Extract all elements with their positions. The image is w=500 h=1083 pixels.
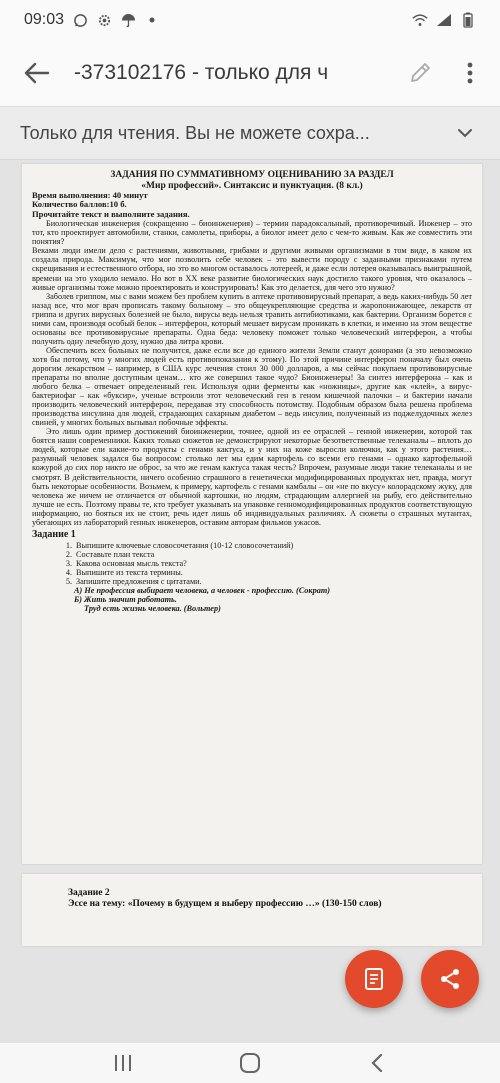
paragraph: Это лишь один пример достижений биоинженерии, точнее, одной из ее отраслей – генной инженерии, которой так боятся наши современники. Каких только сюжетов не демонстрируют некоторые безответственные телеканалы – вплоть до людей, которые ели какие-то продукты с генами кактуса, и у них на коже выросли колючки, как у этого растения… разумный человек задался бы вопросом: столько лет мы едим картофель со всеми его генами – однако картофельной кожурой до сих пор никто не оброс, за что же генам кактуса такая честь? Впрочем, разумные люди такие телеканалы и не смотрят. В действительности, ничего особенно страшного в генетически модифицированных продуктах нет, правда, могут быть некоторые особенности. Возьмем, к примеру, картофель с генами камбалы – он «не по вкусу» колорадскому жуку, для человека же ничем не отличается от обычной картошки, но людям, страдающим аллергией на рыбу, его действительно лучше не есть. Поэтому правы те, кто требует указывать на упаковке генномодифицированных продуктов соответствующую информацию, но бояться их не стоит, речь идет лишь об индивидуальных различиях. А сюжеты о страшных мутантах, убегающих из лабораторий генных инженеров, оставим авторам фильмов ужасов.	[32, 427, 472, 527]
task-number: 3.	[65, 558, 72, 568]
paragraph: Биологическая инженерия (сокращенно – биоинженерия) – термин парадоксальный, противоречивый. Инженер – это тот, кто проектирует автомобили, станки, самолеты, приборы, а биолог имеет дело с чем-то живым. Как же совместить эти понятия?	[32, 219, 472, 247]
task-text: Какова основная мысль текста?	[76, 558, 187, 568]
document-viewer[interactable]	[0, 160, 500, 1043]
document-title: -373102176 - только для ч	[74, 61, 329, 84]
paragraph: Обеспечить всех больных не получится, даже если все до единого жители Земли станут донорами (а это невозможно хотя бы потому, что у многих людей есть противопоказания к этому). По этой причине интерферон поначалу был очень дорогим лекарством – например, в США курс лечения стоил 30 000 долларов, а мы сейчас покупаем противовирусные препараты по вполне доступным ценам… кто же совершил такое чудо? Биоинженеры! За синтез интерферона – как и любого белка – отвечает определенный ген. Используя одни ферменты как «ножницы», другие как «клей», а вирус-бактериофаг – как «буксир», ученые встроили этот человеческий ген в геном кишечной палочки – и бактерии начали производить человеческий интерферон, передавая эту способность потомству. Подобным образом была решена проблема производства инсулина для людей, страдающих сахарным диабетом – ведь инсулин, полученный из поджелудочных желез свиней, у многих больных вызывал побочные эффекты.	[32, 345, 472, 428]
doc-points: Количество баллов:10 б.	[32, 199, 127, 210]
share-button[interactable]	[421, 950, 479, 1008]
document-page-1	[22, 164, 482, 864]
task-item	[60, 577, 472, 586]
task-number: 4.	[65, 567, 72, 577]
umbrella-icon	[120, 12, 136, 28]
dot-icon	[144, 12, 160, 28]
document-page-2	[22, 874, 482, 946]
task1-heading: Задание 1	[32, 528, 76, 540]
gear-icon	[96, 12, 112, 28]
app-bar	[0, 40, 500, 106]
quote: Труд есть жизнь человека. (Вольтер)	[84, 604, 221, 614]
edit-pencil-icon	[408, 61, 432, 85]
task2-text: Эссе на тему: «Почему в будущем я выберу профессию …» (130-150 слов)	[68, 899, 382, 909]
nav-back-button[interactable]	[357, 1048, 397, 1078]
task-number: 2.	[65, 549, 72, 559]
system-nav-bar	[0, 1043, 500, 1083]
status-bar	[0, 0, 500, 40]
quote: Б) Жить значит работать.	[74, 595, 177, 605]
whatsapp-icon	[72, 12, 88, 28]
chevron-down-icon	[457, 128, 473, 138]
task2-heading: Задание 2	[68, 888, 110, 898]
home-icon	[239, 1052, 261, 1074]
recent-apps-icon	[113, 1054, 133, 1072]
more-vert-icon	[467, 61, 473, 85]
wifi-icon	[412, 12, 428, 28]
back-icon	[370, 1053, 384, 1073]
banner-expand-button[interactable]	[450, 118, 480, 148]
task-item	[60, 568, 472, 577]
read-only-banner	[0, 106, 500, 160]
task-text: Составьте план текста	[76, 549, 155, 559]
battery-icon	[460, 12, 476, 28]
doc-time: Время выполнения: 40 минут	[32, 190, 148, 200]
paragraph: Заболев гриппом, мы с вами можем без проблем купить в аптеке противовирусный препарат, а ведь каких-нибудь 50 лет назад все, что мог врач прописать такому больному – это общеукрепляющие средства и жаропонижающее, лекарств от гриппа и других вирусных болезней не было, вирусы ведь нельзя травить антибиотиками, как бактерии. Организм борется с ними сам, производя особый белок – интерферон, который мешает вирусам проникать в клетки, и именно на этом веществе основаны все противовирусные препараты. Одна беда: человеку поможет только человеческий интерферон, а чтобы получить одну лечебную дозу, нужно два литра крови.	[32, 291, 472, 346]
doc-title-line2: «Мир профессий». Синтаксис и пунктуация. (8 кл.)	[141, 180, 363, 191]
signal-icon	[436, 12, 452, 28]
recent-apps-button[interactable]	[103, 1048, 143, 1078]
task-item	[60, 550, 472, 559]
back-arrow-icon	[22, 61, 50, 85]
open-document-button[interactable]	[345, 950, 403, 1008]
doc-title-line1: ЗАДАНИЯ ПО СУММАТИВНОМУ ОЦЕНИВАНИЮ ЗА РАЗДЕЛ	[110, 170, 394, 180]
doc-instruction: Прочитайте текст и выполните задания.	[32, 208, 190, 219]
more-options-button[interactable]	[452, 55, 488, 91]
quote: А) Не профессия выбирает человека, а человек - профессию. (Сократ)	[74, 586, 331, 596]
edit-button[interactable]	[402, 55, 438, 91]
home-button[interactable]	[230, 1048, 270, 1078]
back-button[interactable]	[16, 53, 56, 93]
paragraph: Веками люди имели дело с растениями, животными, грибами и другими живыми организмами в том виде, в каком их создала природа. Максимум, что мог позволить себе человек – это вывести породу с заданными признаками путем скрещивания и естественного отбора, но это во многом оставалось лотереей, и даже если лотерея оказывалась выигрышной, времени на это уходило немало. Но вот в ХХ веке развитие биологических наук достигло такого уровня, что оказалось – живые организмы тоже можно проектировать и конструировать! Как это делается, для чего это нужно?	[32, 246, 472, 292]
task-number: 5.	[65, 577, 72, 586]
document-icon	[364, 967, 384, 991]
task-text: Запишите предложения с цитатами.	[76, 577, 202, 586]
task-text: Выпишите ключевые словосочетания (10-12 словосочетаний)	[76, 540, 294, 550]
status-time: 09:03	[24, 11, 65, 28]
quotes-list	[74, 586, 472, 613]
read-only-message: Только для чтения. Вы не можете сохра...	[20, 122, 370, 143]
task-item	[60, 559, 472, 568]
share-icon	[438, 967, 462, 991]
task-number: 1.	[65, 540, 72, 550]
task1-list	[60, 541, 472, 586]
task-item	[60, 541, 472, 550]
task-text: Выпишите из текста термины.	[76, 567, 183, 577]
